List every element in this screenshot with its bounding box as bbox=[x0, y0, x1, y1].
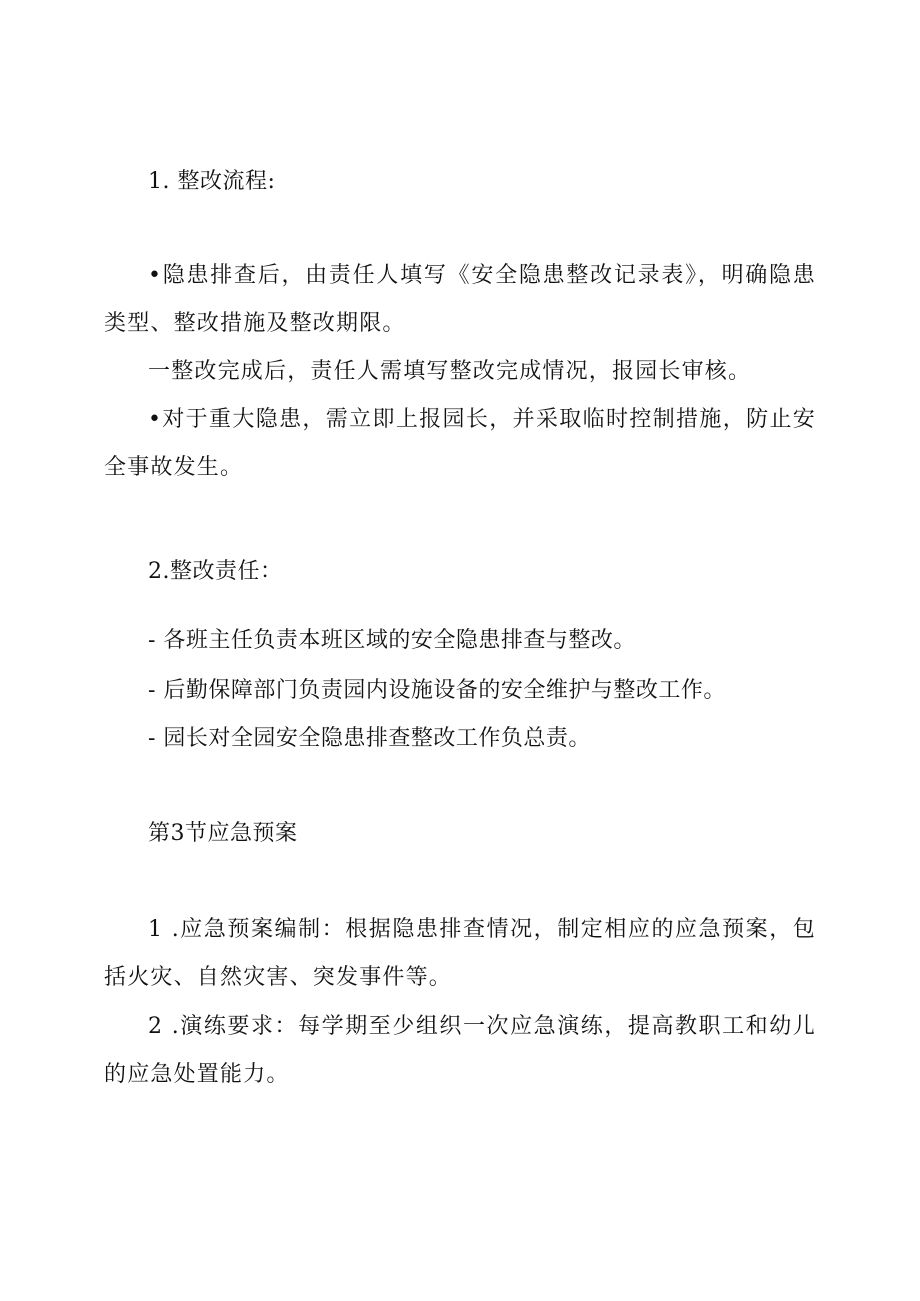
list-item-director: - 园长对全园安全隐患排查整改工作负总责。 bbox=[148, 726, 591, 751]
paragraph-completion-review: 一整改完成后，责任人需填写整改完成情况，报园长审核。 bbox=[148, 359, 752, 384]
list-item-logistics: - 后勤保障部门负责园内设施设备的安全维护与整改工作。 bbox=[148, 678, 726, 703]
paragraph-plan-preparation: 1 .应急预案编制：根据隐患排查情况，制定相应的应急预案，包括火灾、自然灾害、突发事件等。 bbox=[104, 917, 816, 990]
paragraph-major-hazard: •对于重大隐患，需立即上报园长，并采取临时控制措施，防止安全事故发生。 bbox=[104, 407, 816, 480]
list-item-class-teacher: - 各班主任负责本班区域的安全隐患排查与整改。 bbox=[148, 628, 636, 653]
paragraph-record-form: •隐患排查后，由责任人填写《安全隐患整改记录表》，明确隐患类型、整改措施及整改期限。 bbox=[104, 263, 816, 336]
section-heading-emergency-plan: 第3节应急预案 bbox=[148, 821, 298, 846]
section-heading-rectification-process: 1. 整改流程: bbox=[148, 169, 276, 194]
section-heading-rectification-responsibility: 2.整改责任： bbox=[148, 559, 283, 584]
paragraph-drill-requirement: 2 .演练要求：每学期至少组织一次应急演练，提高教职工和幼儿的应急处置能力。 bbox=[104, 1014, 816, 1087]
